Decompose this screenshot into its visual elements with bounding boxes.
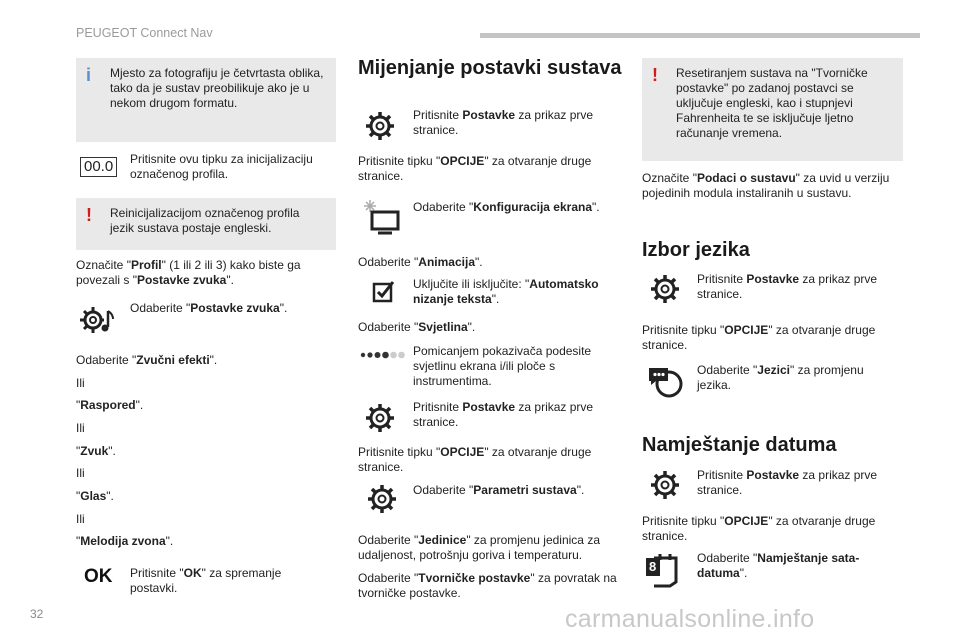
system-info-text: Označite "Podaci o sustavu" za uvid u verziju pojedinih modula instaliranih u sustavu. xyxy=(642,171,890,200)
warning-icon: ! xyxy=(86,205,92,225)
sound-settings-icon xyxy=(80,303,120,337)
language-chat-icon xyxy=(646,364,684,400)
autoscroll-text: Uključite ili isključite: "Automatsko nizanje teksta". xyxy=(413,277,599,306)
settings-gear-icon xyxy=(649,469,681,501)
press-settings-text: Pritisnite Postavke za prikaz prve stranice. xyxy=(413,108,594,137)
settings-gear-icon xyxy=(649,273,681,305)
profile-init-text: Pritisnite ovu tipku za inicijalizaciju označenog profila. xyxy=(130,152,313,181)
options-text: Pritisnite tipku "OPCIJE" za otvaranje druge stranice. xyxy=(642,514,876,543)
warning-note-text: Reinicijalizacijom označenog profila jezik sustava postaje engleski. xyxy=(110,206,300,235)
info-icon: i xyxy=(86,65,92,85)
warning-note xyxy=(76,198,336,250)
layout-text: "Raspored". xyxy=(76,398,144,412)
brightness-slider-text: Pomicanjem pokazivača podesite svjetlinu ekrana i/ili ploče s instrumentima. xyxy=(413,344,592,388)
brightness-dots-icon xyxy=(360,350,406,360)
or-text: Ili xyxy=(76,512,85,526)
voice-text: "Glas". xyxy=(76,489,114,503)
page-number: 32 xyxy=(30,607,44,621)
info-note-text: Mjesto za fotografiju je četvrtasta oblika, tako da je sustav preobilikuje ako je u nekom drugom formatu. xyxy=(110,66,324,110)
calendar-badge: 8 xyxy=(649,559,657,574)
screen-config-text: Odaberite "Konfiguracija ekrana". xyxy=(413,200,600,214)
factory-reset-text: Odaberite "Tvorničke postavke" za povratak na tvorničke postavke. xyxy=(358,571,617,600)
select-profile-text: Označite "Profil" (1 ili 2 ili 3) kako biste ga povezali s "Postavke zvuka". xyxy=(76,258,301,287)
or-text: Ili xyxy=(76,376,85,390)
press-settings-text: Pritisnite Postavke za prikaz prve stranice. xyxy=(413,400,594,429)
ok-button-label: OK xyxy=(84,566,113,587)
ok-text: Pritisnite "OK" za spremanje postavki. xyxy=(130,566,282,595)
system-params-icon xyxy=(364,482,400,516)
system-params-text: Odaberite "Parametri sustava". xyxy=(413,483,585,497)
header-divider xyxy=(480,33,920,38)
calendar-8-icon xyxy=(646,552,680,588)
info-note xyxy=(76,58,336,142)
press-settings-text: Pritisnite Postavke za prikaz prve stranice. xyxy=(697,272,878,301)
sound-settings-text: Odaberite "Postavke zvuka". xyxy=(130,301,288,315)
ringtone-text: "Melodija zvona". xyxy=(76,534,174,548)
settings-gear-icon xyxy=(364,110,396,142)
press-settings-text: Pritisnite Postavke za prikaz prve stranice. xyxy=(697,468,878,497)
animation-text: Odaberite "Animacija". xyxy=(358,255,483,269)
units-text: Odaberite "Jedinice" za promjenu jedinica za udaljenost, potrošnju goriva i temperaturu. xyxy=(358,533,600,562)
or-text: Ili xyxy=(76,466,85,480)
screen-config-icon xyxy=(362,198,402,236)
options-text: Pritisnite tipku "OPCIJE" za otvaranje druge stranice. xyxy=(642,323,876,352)
header-title: PEUGEOT Connect Nav xyxy=(76,26,213,40)
warning-note-text: Resetiranjem sustava na "Tvorničke postavke" po zadanoj postavci se uključuje engleski, kao i stupnjevi Fahrenheita te se isključuje ljetno računanje vremena. xyxy=(676,66,868,140)
or-text: Ili xyxy=(76,421,85,435)
language-heading: Izbor jezika xyxy=(642,239,750,261)
warning-icon: ! xyxy=(652,65,658,85)
language-select-text: Odaberite "Jezici" za promjenu jezika. xyxy=(697,363,864,392)
date-select-text: Odaberite "Namještanje sata-datuma". xyxy=(697,551,860,580)
profile-code-box: 00.0 xyxy=(80,157,117,177)
checkbox-icon xyxy=(372,279,396,303)
settings-gear-icon xyxy=(364,402,396,434)
watermark: carmanualsonline.info xyxy=(565,605,815,633)
options-text: Pritisnite tipku "OPCIJE" za otvaranje druge stranice. xyxy=(358,445,592,474)
effects-text: Odaberite "Zvučni efekti". xyxy=(76,353,218,367)
section-heading: Mijenjanje postavki sustava xyxy=(358,57,622,79)
sound-text: "Zvuk". xyxy=(76,444,116,458)
warning-note xyxy=(642,58,903,161)
date-heading: Namještanje datuma xyxy=(642,434,837,456)
brightness-text: Odaberite "Svjetlina". xyxy=(358,320,476,334)
options-text: Pritisnite tipku "OPCIJE" za otvaranje druge stranice. xyxy=(358,154,592,183)
